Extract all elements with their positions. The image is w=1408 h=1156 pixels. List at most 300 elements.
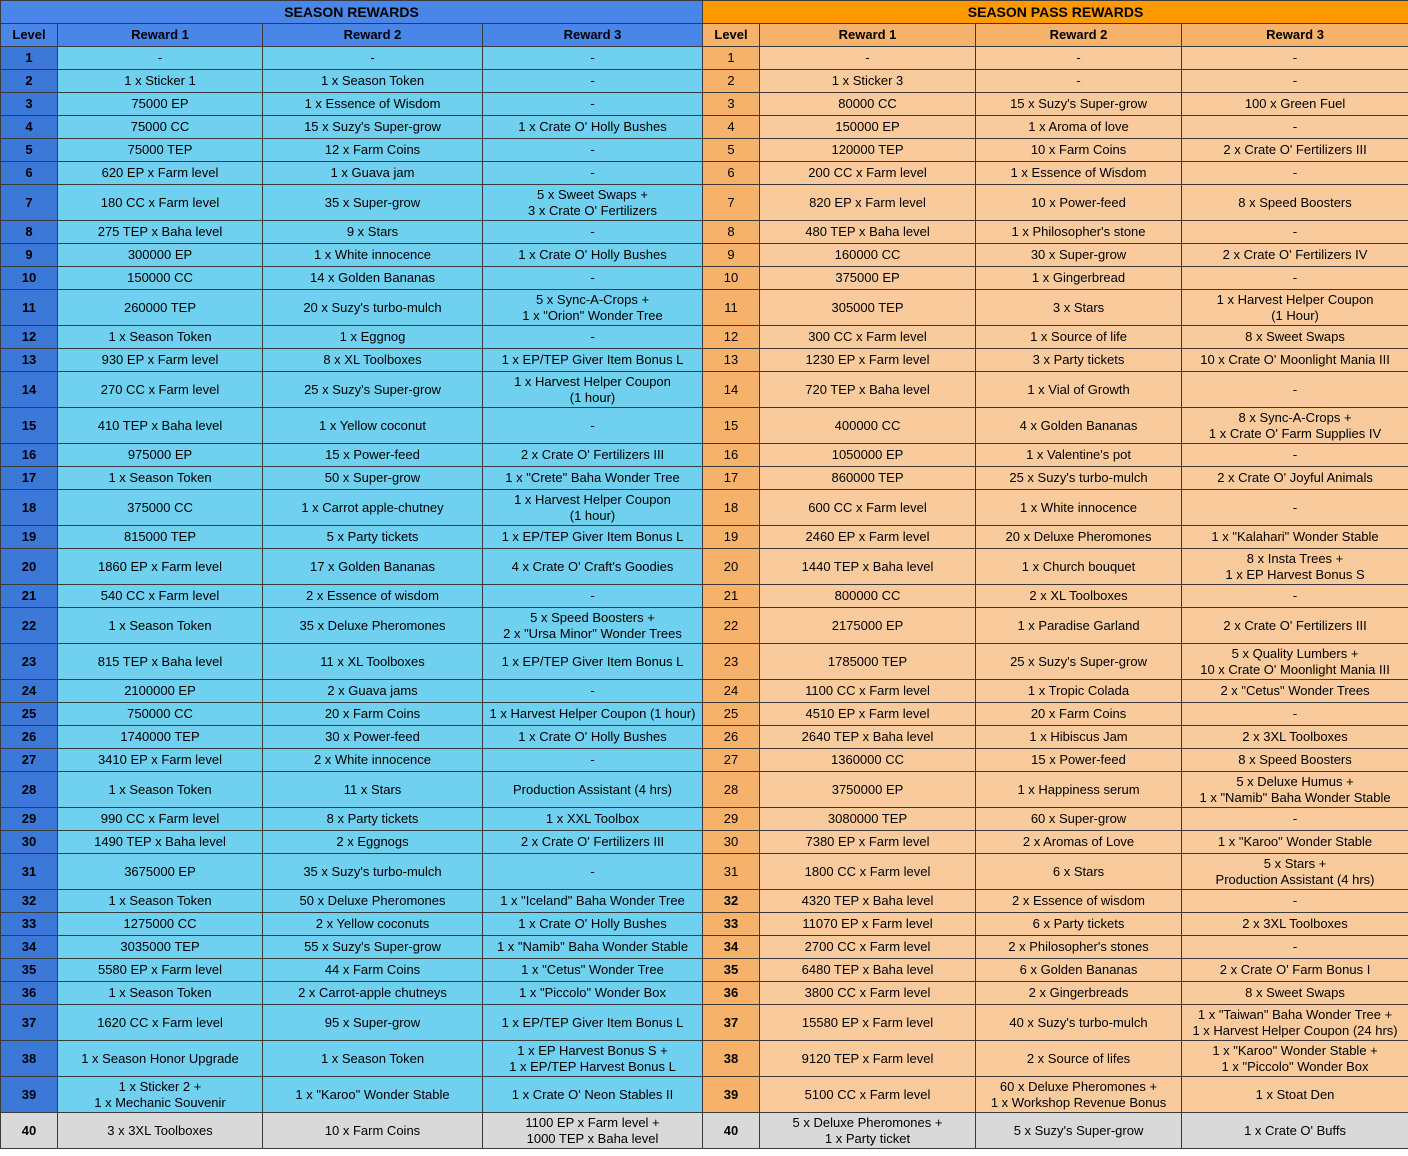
season-reward2-cell: 2 x Yellow coconuts [263, 913, 483, 936]
pass-reward2-cell: 15 x Suzy's Super-grow [976, 93, 1182, 116]
pass-reward2-cell: 2 x Gingerbreads [976, 982, 1182, 1005]
season-level-cell: 30 [1, 831, 58, 854]
pass-reward3-cell: - [1182, 808, 1408, 831]
pass-reward3-cell: - [1182, 267, 1408, 290]
table-row [1, 185, 1408, 221]
pass-reward2-cell: 1 x Vial of Growth [976, 372, 1182, 408]
pass-reward2-cell: 1 x White innocence [976, 490, 1182, 526]
pass-reward3-cell: 1 x "Kalahari" Wonder Stable [1182, 526, 1408, 549]
season-reward2-cell: 1 x "Karoo" Wonder Stable [263, 1077, 483, 1113]
table-row [1, 326, 1408, 349]
season-reward1-cell: 375000 CC [58, 490, 263, 526]
table-row [1, 982, 1408, 1005]
pass-level-cell: 20 [703, 549, 760, 585]
season-reward3-cell: - [483, 585, 703, 608]
table-row [1, 526, 1408, 549]
season-level-cell: 39 [1, 1077, 58, 1113]
pass-reward2-cell: 3 x Party tickets [976, 349, 1182, 372]
table-row [1, 890, 1408, 913]
pass-reward1-cell: 300 CC x Farm level [760, 326, 976, 349]
season-level-cell: 14 [1, 372, 58, 408]
pass-level-cell: 9 [703, 244, 760, 267]
season-level-cell: 24 [1, 680, 58, 703]
pass-reward1-cell: 600 CC x Farm level [760, 490, 976, 526]
season-reward3-cell: 1 x Crate O' Holly Bushes [483, 244, 703, 267]
pass-reward2-cell: 2 x XL Toolboxes [976, 585, 1182, 608]
season-reward2-cell: 50 x Deluxe Pheromones [263, 890, 483, 913]
table-row [1, 585, 1408, 608]
table-row [1, 267, 1408, 290]
season-level-cell: 13 [1, 349, 58, 372]
season-reward1-cell: 75000 TEP [58, 139, 263, 162]
season-reward1-cell: 180 CC x Farm level [58, 185, 263, 221]
season-reward2-cell: 25 x Suzy's Super-grow [263, 372, 483, 408]
season-reward2-cell: 1 x Carrot apple-chutney [263, 490, 483, 526]
pass-reward1-cell: 2640 TEP x Baha level [760, 726, 976, 749]
season-reward2-cell: 1 x Yellow coconut [263, 408, 483, 444]
season-reward3-cell: 1 x Harvest Helper Coupon (1 hour) [483, 703, 703, 726]
pass-level-cell: 37 [703, 1005, 760, 1041]
season-reward3-cell: 1100 EP x Farm level + 1000 TEP x Baha level [483, 1113, 703, 1149]
table-row [1, 772, 1408, 808]
season-reward1-cell: 3410 EP x Farm level [58, 749, 263, 772]
pass-reward2-cell: 60 x Super-grow [976, 808, 1182, 831]
pass-reward1-cell: 480 TEP x Baha level [760, 221, 976, 244]
season-reward2-cell: 2 x Guava jams [263, 680, 483, 703]
season-reward3-cell: 5 x Sweet Swaps + 3 x Crate O' Fertilizers [483, 185, 703, 221]
season-reward2-cell: 2 x Carrot-apple chutneys [263, 982, 483, 1005]
pass-reward2-cell: 1 x Essence of Wisdom [976, 162, 1182, 185]
table-row [1, 47, 1408, 70]
table-row [1, 221, 1408, 244]
season-reward2-cell: 1 x White innocence [263, 244, 483, 267]
pass-level-cell: 33 [703, 913, 760, 936]
season-level-cell: 29 [1, 808, 58, 831]
season-reward2-cell: - [263, 47, 483, 70]
pass-reward1-cell: 3800 CC x Farm level [760, 982, 976, 1005]
season-level-cell: 3 [1, 93, 58, 116]
season-reward3-cell: - [483, 162, 703, 185]
season-reward1-cell: 300000 EP [58, 244, 263, 267]
season-level-cell: 1 [1, 47, 58, 70]
season-reward2-cell: 44 x Farm Coins [263, 959, 483, 982]
pass-level-cell: 16 [703, 444, 760, 467]
pass-level-cell: 34 [703, 936, 760, 959]
pass-level-cell: 8 [703, 221, 760, 244]
season-level-cell: 4 [1, 116, 58, 139]
pass-reward1-cell: 150000 EP [760, 116, 976, 139]
pass-reward2-cell: 6 x Golden Bananas [976, 959, 1182, 982]
season-reward3-cell: 1 x Harvest Helper Coupon (1 hour) [483, 490, 703, 526]
season-reward1-cell: 3 x 3XL Toolboxes [58, 1113, 263, 1149]
pass-reward3-cell: 5 x Stars + Production Assistant (4 hrs) [1182, 854, 1408, 890]
table-row [1, 444, 1408, 467]
pass-reward2-cell: 30 x Super-grow [976, 244, 1182, 267]
pass-reward3-cell: 8 x Speed Boosters [1182, 749, 1408, 772]
pass-level-cell: 14 [703, 372, 760, 408]
pass-reward3-cell: 2 x Crate O' Fertilizers IV [1182, 244, 1408, 267]
season-reward3-cell: 1 x Crate O' Holly Bushes [483, 726, 703, 749]
season-level-cell: 19 [1, 526, 58, 549]
rewards-body [1, 47, 1408, 1149]
season-reward3-cell: 1 x Harvest Helper Coupon (1 hour) [483, 372, 703, 408]
season-reward1-cell: 1 x Season Token [58, 890, 263, 913]
season-reward3-cell: 1 x EP/TEP Giver Item Bonus L [483, 644, 703, 680]
season-reward1-header: Reward 1 [58, 24, 263, 47]
pass-reward1-cell: 3750000 EP [760, 772, 976, 808]
pass-level-cell: 38 [703, 1041, 760, 1077]
pass-level-cell: 29 [703, 808, 760, 831]
season-reward1-cell: 275 TEP x Baha level [58, 221, 263, 244]
pass-level-cell: 17 [703, 467, 760, 490]
table-row [1, 139, 1408, 162]
season-level-header: Level [1, 24, 58, 47]
season-reward3-cell: 1 x "Piccolo" Wonder Box [483, 982, 703, 1005]
pass-reward1-cell: 1360000 CC [760, 749, 976, 772]
season-reward3-cell: 1 x Crate O' Holly Bushes [483, 116, 703, 139]
pass-reward1-cell: 800000 CC [760, 585, 976, 608]
pass-reward3-cell: 5 x Quality Lumbers + 10 x Crate O' Moonlight Mania III [1182, 644, 1408, 680]
pass-reward3-cell: - [1182, 162, 1408, 185]
pass-reward3-cell: 8 x Sweet Swaps [1182, 982, 1408, 1005]
season-reward1-cell: 2100000 EP [58, 680, 263, 703]
season-reward2-cell: 11 x XL Toolboxes [263, 644, 483, 680]
season-reward1-cell: 815 TEP x Baha level [58, 644, 263, 680]
season-reward1-cell: 1 x Season Token [58, 982, 263, 1005]
table-row [1, 290, 1408, 326]
table-row [1, 749, 1408, 772]
table-row [1, 808, 1408, 831]
pass-reward2-cell: 25 x Suzy's Super-grow [976, 644, 1182, 680]
pass-reward1-cell: 6480 TEP x Baha level [760, 959, 976, 982]
season-reward1-cell: 410 TEP x Baha level [58, 408, 263, 444]
pass-reward2-cell: 1 x Valentine's pot [976, 444, 1182, 467]
pass-reward2-cell: 2 x Philosopher's stones [976, 936, 1182, 959]
pass-reward1-cell: 860000 TEP [760, 467, 976, 490]
pass-reward2-cell: - [976, 47, 1182, 70]
season-level-cell: 25 [1, 703, 58, 726]
pass-level-cell: 27 [703, 749, 760, 772]
pass-reward2-cell: 1 x Source of life [976, 326, 1182, 349]
season-reward1-cell: 1490 TEP x Baha level [58, 831, 263, 854]
pass-level-cell: 28 [703, 772, 760, 808]
season-reward2-cell: 35 x Suzy's turbo-mulch [263, 854, 483, 890]
season-level-cell: 36 [1, 982, 58, 1005]
season-reward1-cell: 1 x Sticker 1 [58, 70, 263, 93]
season-reward2-cell: 14 x Golden Bananas [263, 267, 483, 290]
pass-level-cell: 25 [703, 703, 760, 726]
pass-reward2-cell: 20 x Deluxe Pheromones [976, 526, 1182, 549]
season-reward2-cell: 35 x Deluxe Pheromones [263, 608, 483, 644]
pass-reward3-cell: 1 x "Karoo" Wonder Stable [1182, 831, 1408, 854]
pass-reward3-cell: 2 x Crate O' Fertilizers III [1182, 139, 1408, 162]
pass-level-cell: 23 [703, 644, 760, 680]
season-reward1-cell: 1 x Season Honor Upgrade [58, 1041, 263, 1077]
pass-level-cell: 19 [703, 526, 760, 549]
pass-level-cell: 35 [703, 959, 760, 982]
season-level-cell: 11 [1, 290, 58, 326]
season-reward2-cell: 1 x Season Token [263, 70, 483, 93]
pass-reward2-header: Reward 2 [976, 24, 1182, 47]
season-reward3-cell: 2 x Crate O' Fertilizers III [483, 444, 703, 467]
table-row [1, 1005, 1408, 1041]
season-reward2-cell: 1 x Essence of Wisdom [263, 93, 483, 116]
pass-reward3-cell: 1 x "Karoo" Wonder Stable + 1 x "Piccolo" Wonder Box [1182, 1041, 1408, 1077]
pass-level-cell: 32 [703, 890, 760, 913]
season-reward2-cell: 15 x Suzy's Super-grow [263, 116, 483, 139]
table-row [1, 1113, 1408, 1149]
season-level-cell: 28 [1, 772, 58, 808]
pass-reward1-cell: 200 CC x Farm level [760, 162, 976, 185]
pass-reward2-cell: 10 x Farm Coins [976, 139, 1182, 162]
season-level-cell: 27 [1, 749, 58, 772]
pass-reward2-cell: 2 x Aromas of Love [976, 831, 1182, 854]
table-row [1, 959, 1408, 982]
season-level-cell: 35 [1, 959, 58, 982]
season-reward1-cell: 1 x Season Token [58, 772, 263, 808]
season-level-cell: 12 [1, 326, 58, 349]
season-reward1-cell: 3035000 TEP [58, 936, 263, 959]
table-row [1, 408, 1408, 444]
season-level-cell: 15 [1, 408, 58, 444]
pass-reward2-cell: 10 x Power-feed [976, 185, 1182, 221]
pass-reward3-cell: 2 x Crate O' Joyful Animals [1182, 467, 1408, 490]
season-reward1-cell: 1620 CC x Farm level [58, 1005, 263, 1041]
season-reward1-cell: 540 CC x Farm level [58, 585, 263, 608]
table-row [1, 549, 1408, 585]
season-reward3-cell: 4 x Crate O' Craft's Goodies [483, 549, 703, 585]
season-reward3-cell: 1 x EP Harvest Bonus S + 1 x EP/TEP Harvest Bonus L [483, 1041, 703, 1077]
table-row [1, 936, 1408, 959]
pass-level-cell: 13 [703, 349, 760, 372]
season-reward1-cell: 750000 CC [58, 703, 263, 726]
pass-reward1-cell: 400000 CC [760, 408, 976, 444]
season-reward3-cell: Production Assistant (4 hrs) [483, 772, 703, 808]
season-reward3-header: Reward 3 [483, 24, 703, 47]
pass-level-cell: 7 [703, 185, 760, 221]
season-reward3-cell: 1 x EP/TEP Giver Item Bonus L [483, 526, 703, 549]
pass-reward3-cell: - [1182, 890, 1408, 913]
pass-level-cell: 4 [703, 116, 760, 139]
pass-reward3-cell: 1 x Crate O' Buffs [1182, 1113, 1408, 1149]
season-reward3-cell: - [483, 93, 703, 116]
table-row [1, 93, 1408, 116]
season-level-cell: 17 [1, 467, 58, 490]
season-reward1-cell: 1275000 CC [58, 913, 263, 936]
season-reward1-cell: 260000 TEP [58, 290, 263, 326]
season-reward3-cell: 5 x Speed Boosters + 2 x "Ursa Minor" Wonder Trees [483, 608, 703, 644]
pass-level-cell: 36 [703, 982, 760, 1005]
table-row [1, 349, 1408, 372]
season-reward2-cell: 2 x Essence of wisdom [263, 585, 483, 608]
season-reward2-cell: 8 x Party tickets [263, 808, 483, 831]
pass-reward2-cell: 6 x Stars [976, 854, 1182, 890]
season-level-cell: 5 [1, 139, 58, 162]
season-reward3-cell: - [483, 221, 703, 244]
pass-reward3-cell: 8 x Speed Boosters [1182, 185, 1408, 221]
pass-reward2-cell: 1 x Happiness serum [976, 772, 1182, 808]
pass-reward3-cell: - [1182, 221, 1408, 244]
season-rewards-title: SEASON REWARDS [1, 1, 703, 24]
pass-reward1-cell: 5 x Deluxe Pheromones + 1 x Party ticket [760, 1113, 976, 1149]
pass-reward3-cell: - [1182, 585, 1408, 608]
pass-reward1-cell: - [760, 47, 976, 70]
pass-level-cell: 2 [703, 70, 760, 93]
pass-reward2-cell: 4 x Golden Bananas [976, 408, 1182, 444]
season-reward1-cell: 620 EP x Farm level [58, 162, 263, 185]
season-reward2-cell: 2 x White innocence [263, 749, 483, 772]
pass-reward1-cell: 1800 CC x Farm level [760, 854, 976, 890]
season-reward1-cell: 1 x Season Token [58, 326, 263, 349]
pass-reward2-cell: 1 x Gingerbread [976, 267, 1182, 290]
season-reward2-cell: 17 x Golden Bananas [263, 549, 483, 585]
pass-reward3-cell: - [1182, 372, 1408, 408]
season-reward2-cell: 2 x Eggnogs [263, 831, 483, 854]
pass-reward3-cell: 2 x Crate O' Fertilizers III [1182, 608, 1408, 644]
season-level-cell: 23 [1, 644, 58, 680]
season-reward1-cell: 1860 EP x Farm level [58, 549, 263, 585]
table-row [1, 831, 1408, 854]
season-level-cell: 31 [1, 854, 58, 890]
season-reward1-cell: 990 CC x Farm level [58, 808, 263, 831]
pass-level-cell: 24 [703, 680, 760, 703]
pass-reward1-cell: 1440 TEP x Baha level [760, 549, 976, 585]
season-reward3-cell: 2 x Crate O' Fertilizers III [483, 831, 703, 854]
pass-reward1-cell: 2175000 EP [760, 608, 976, 644]
season-level-cell: 8 [1, 221, 58, 244]
season-reward3-cell: - [483, 139, 703, 162]
season-reward2-header: Reward 2 [263, 24, 483, 47]
season-pass-rewards-title: SEASON PASS REWARDS [703, 1, 1408, 24]
season-level-cell: 38 [1, 1041, 58, 1077]
pass-reward1-cell: 4320 TEP x Baha level [760, 890, 976, 913]
pass-reward1-cell: 15580 EP x Farm level [760, 1005, 976, 1041]
table-row [1, 372, 1408, 408]
season-level-cell: 40 [1, 1113, 58, 1149]
table-row [1, 467, 1408, 490]
pass-reward2-cell: 6 x Party tickets [976, 913, 1182, 936]
season-reward3-cell: 1 x "Namib" Baha Wonder Stable [483, 936, 703, 959]
table-row [1, 608, 1408, 644]
pass-reward1-cell: 720 TEP x Baha level [760, 372, 976, 408]
season-reward1-cell: 75000 EP [58, 93, 263, 116]
season-reward1-cell: 1740000 TEP [58, 726, 263, 749]
pass-level-cell: 11 [703, 290, 760, 326]
pass-reward3-cell: - [1182, 47, 1408, 70]
pass-reward3-cell: - [1182, 703, 1408, 726]
pass-reward3-cell: 1 x Stoat Den [1182, 1077, 1408, 1113]
pass-level-cell: 5 [703, 139, 760, 162]
season-reward2-cell: 9 x Stars [263, 221, 483, 244]
pass-reward1-cell: 160000 CC [760, 244, 976, 267]
season-reward1-cell: 3675000 EP [58, 854, 263, 890]
season-reward2-cell: 1 x Season Token [263, 1041, 483, 1077]
pass-reward1-cell: 9120 TEP x Farm level [760, 1041, 976, 1077]
pass-reward2-cell: 15 x Power-feed [976, 749, 1182, 772]
season-reward2-cell: 1 x Guava jam [263, 162, 483, 185]
season-reward2-cell: 30 x Power-feed [263, 726, 483, 749]
pass-reward1-cell: 120000 TEP [760, 139, 976, 162]
season-reward2-cell: 11 x Stars [263, 772, 483, 808]
pass-reward2-cell: 1 x Paradise Garland [976, 608, 1182, 644]
pass-reward1-cell: 1785000 TEP [760, 644, 976, 680]
season-reward1-cell: 1 x Sticker 2 + 1 x Mechanic Souvenir [58, 1077, 263, 1113]
pass-reward1-cell: 1050000 EP [760, 444, 976, 467]
pass-reward2-cell: 2 x Essence of wisdom [976, 890, 1182, 913]
season-reward2-cell: 95 x Super-grow [263, 1005, 483, 1041]
season-level-cell: 18 [1, 490, 58, 526]
pass-reward1-cell: 2460 EP x Farm level [760, 526, 976, 549]
pass-level-cell: 31 [703, 854, 760, 890]
pass-reward1-cell: 1 x Sticker 3 [760, 70, 976, 93]
season-level-cell: 22 [1, 608, 58, 644]
season-reward3-cell: 1 x Crate O' Holly Bushes [483, 913, 703, 936]
table-row [1, 644, 1408, 680]
season-level-cell: 21 [1, 585, 58, 608]
pass-reward2-cell: 20 x Farm Coins [976, 703, 1182, 726]
table-row [1, 854, 1408, 890]
season-level-cell: 9 [1, 244, 58, 267]
season-reward1-cell: 975000 EP [58, 444, 263, 467]
season-reward1-cell: 930 EP x Farm level [58, 349, 263, 372]
pass-level-cell: 12 [703, 326, 760, 349]
season-level-cell: 2 [1, 70, 58, 93]
pass-reward2-cell: 3 x Stars [976, 290, 1182, 326]
season-reward3-cell: - [483, 854, 703, 890]
season-reward3-cell: 1 x "Cetus" Wonder Tree [483, 959, 703, 982]
pass-reward2-cell: - [976, 70, 1182, 93]
season-reward3-cell: 1 x Crate O' Neon Stables II [483, 1077, 703, 1113]
table-row [1, 244, 1408, 267]
pass-reward3-cell: 5 x Deluxe Humus + 1 x "Namib" Baha Wonder Stable [1182, 772, 1408, 808]
season-reward3-cell: 1 x XXL Toolbox [483, 808, 703, 831]
pass-reward3-cell: 10 x Crate O' Moonlight Mania III [1182, 349, 1408, 372]
pass-reward3-cell: - [1182, 490, 1408, 526]
pass-reward3-cell: 2 x 3XL Toolboxes [1182, 726, 1408, 749]
season-reward3-cell: - [483, 47, 703, 70]
season-reward2-cell: 5 x Party tickets [263, 526, 483, 549]
season-reward2-cell: 50 x Super-grow [263, 467, 483, 490]
pass-reward1-cell: 375000 EP [760, 267, 976, 290]
season-reward2-cell: 35 x Super-grow [263, 185, 483, 221]
season-level-cell: 10 [1, 267, 58, 290]
season-level-cell: 32 [1, 890, 58, 913]
pass-reward2-cell: 2 x Source of lifes [976, 1041, 1182, 1077]
season-level-cell: 34 [1, 936, 58, 959]
season-reward3-cell: 1 x EP/TEP Giver Item Bonus L [483, 349, 703, 372]
season-reward1-cell: - [58, 47, 263, 70]
pass-reward3-cell: 1 x Harvest Helper Coupon (1 Hour) [1182, 290, 1408, 326]
pass-reward3-cell: 2 x "Cetus" Wonder Trees [1182, 680, 1408, 703]
season-reward3-cell: 5 x Sync-A-Crops + 1 x "Orion" Wonder Tree [483, 290, 703, 326]
season-level-cell: 16 [1, 444, 58, 467]
season-reward1-cell: 1 x Season Token [58, 467, 263, 490]
season-reward1-cell: 5580 EP x Farm level [58, 959, 263, 982]
pass-level-cell: 40 [703, 1113, 760, 1149]
pass-reward1-cell: 11070 EP x Farm level [760, 913, 976, 936]
pass-level-cell: 39 [703, 1077, 760, 1113]
table-row [1, 680, 1408, 703]
pass-reward1-cell: 820 EP x Farm level [760, 185, 976, 221]
season-reward2-cell: 1 x Eggnog [263, 326, 483, 349]
pass-reward2-cell: 5 x Suzy's Super-grow [976, 1113, 1182, 1149]
pass-reward2-cell: 60 x Deluxe Pheromones + 1 x Workshop Revenue Bonus [976, 1077, 1182, 1113]
season-level-cell: 33 [1, 913, 58, 936]
table-row [1, 913, 1408, 936]
season-reward3-cell: - [483, 408, 703, 444]
season-reward3-cell: - [483, 326, 703, 349]
pass-level-cell: 10 [703, 267, 760, 290]
